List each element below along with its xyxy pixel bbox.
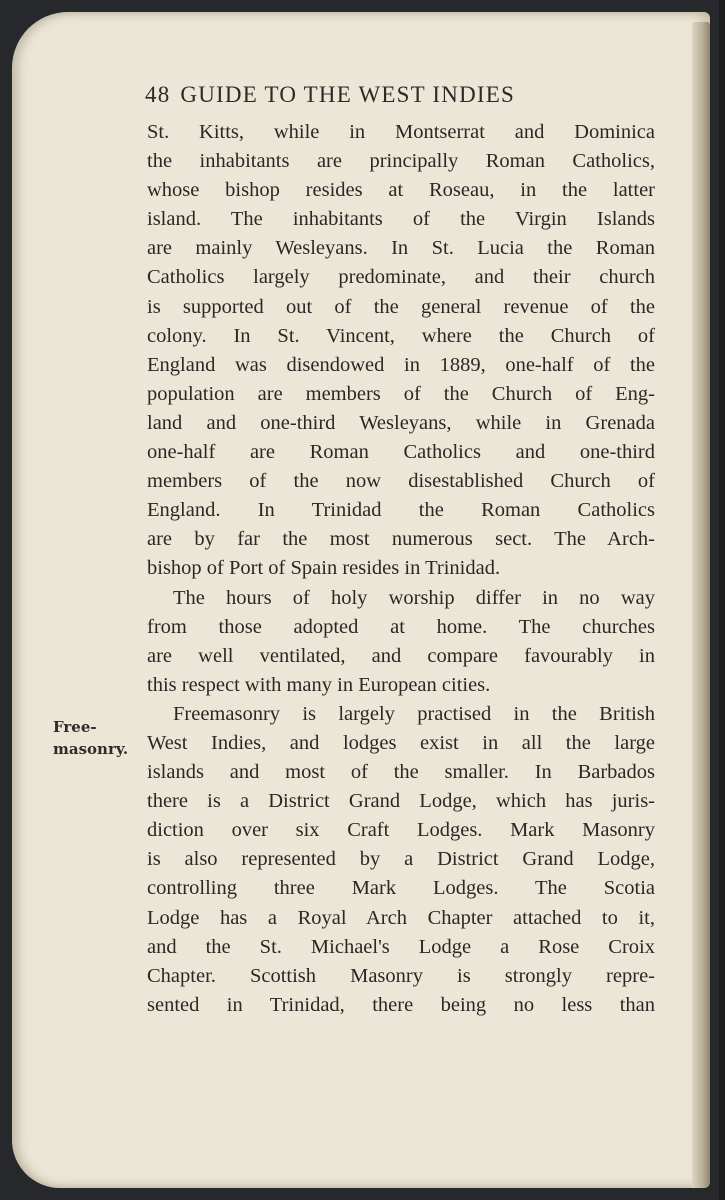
text-line: population are members of the Church of Eng-	[147, 382, 655, 405]
page-edge	[692, 22, 710, 1188]
text-line: England was disendowed in 1889, one-half of the	[147, 353, 655, 376]
text-line: land and one-third Wesleyans, while in Grenada	[147, 411, 655, 434]
running-head	[145, 82, 605, 108]
text-line: are by far the most numerous sect. The Arch-	[147, 528, 655, 551]
text-line: members of the now disestablished Church of	[147, 470, 655, 493]
text-line: are mainly Wesleyans. In St. Lucia the Roman	[147, 237, 655, 260]
text-line: St. Kitts, while in Montserrat and Dominica	[147, 121, 655, 143]
text-line: this respect with many in European cities.	[147, 673, 491, 696]
page-number: 48	[145, 82, 171, 107]
text-line: sented in Trinidad, there being no less than	[147, 993, 655, 1016]
text-line: there is a District Grand Lodge, which has juris-	[147, 790, 655, 813]
book-spine	[719, 0, 725, 1200]
body-text	[147, 118, 655, 1020]
text-line: is supported out of the general revenue of the	[147, 295, 655, 318]
text-line: is also represented by a District Grand Lodge,	[147, 848, 655, 871]
book-title: GUIDE TO THE WEST INDIES	[180, 82, 516, 107]
text-line: West Indies, and lodges exist in all the large	[147, 731, 655, 754]
text-line: bishop of Port of Spain resides in Trinidad.	[147, 557, 501, 580]
text-line: Chapter. Scottish Masonry is strongly repre-	[147, 964, 655, 987]
text-line: England. In Trinidad the Roman Catholics	[147, 499, 655, 522]
text-line: The hours of holy worship differ in no way	[173, 586, 655, 609]
margin-note-line-1: Free-	[53, 718, 97, 736]
text-line: Freemasonry is largely practised in the British	[173, 702, 655, 725]
text-line: are well ventilated, and compare favourably in	[147, 644, 655, 667]
text-line: from those adopted at home. The churches	[147, 615, 655, 638]
text-line: Catholics largely predominate, and their church	[147, 266, 655, 289]
text-line: the inhabitants are principally Roman Catholics,	[147, 150, 655, 173]
text-line: islands and most of the smaller. In Barbados	[147, 761, 655, 784]
text-line: diction over six Craft Lodges. Mark Masonry	[147, 819, 655, 842]
text-line: one-half are Roman Catholics and one-third	[147, 441, 655, 464]
text-line: controlling three Mark Lodges. The Scotia	[147, 877, 655, 900]
text-line: colony. In St. Vincent, where the Church of	[147, 324, 655, 347]
text-line: and the St. Michael's Lodge a Rose Croix	[147, 935, 655, 958]
text-line: whose bishop resides at Roseau, in the latter	[147, 179, 655, 202]
margin-note	[53, 716, 128, 760]
margin-note-line-2: masonry.	[53, 740, 129, 758]
text-line: Lodge has a Royal Arch Chapter attached to it,	[147, 906, 655, 929]
text-line: island. The inhabitants of the Virgin Islands	[147, 208, 655, 231]
